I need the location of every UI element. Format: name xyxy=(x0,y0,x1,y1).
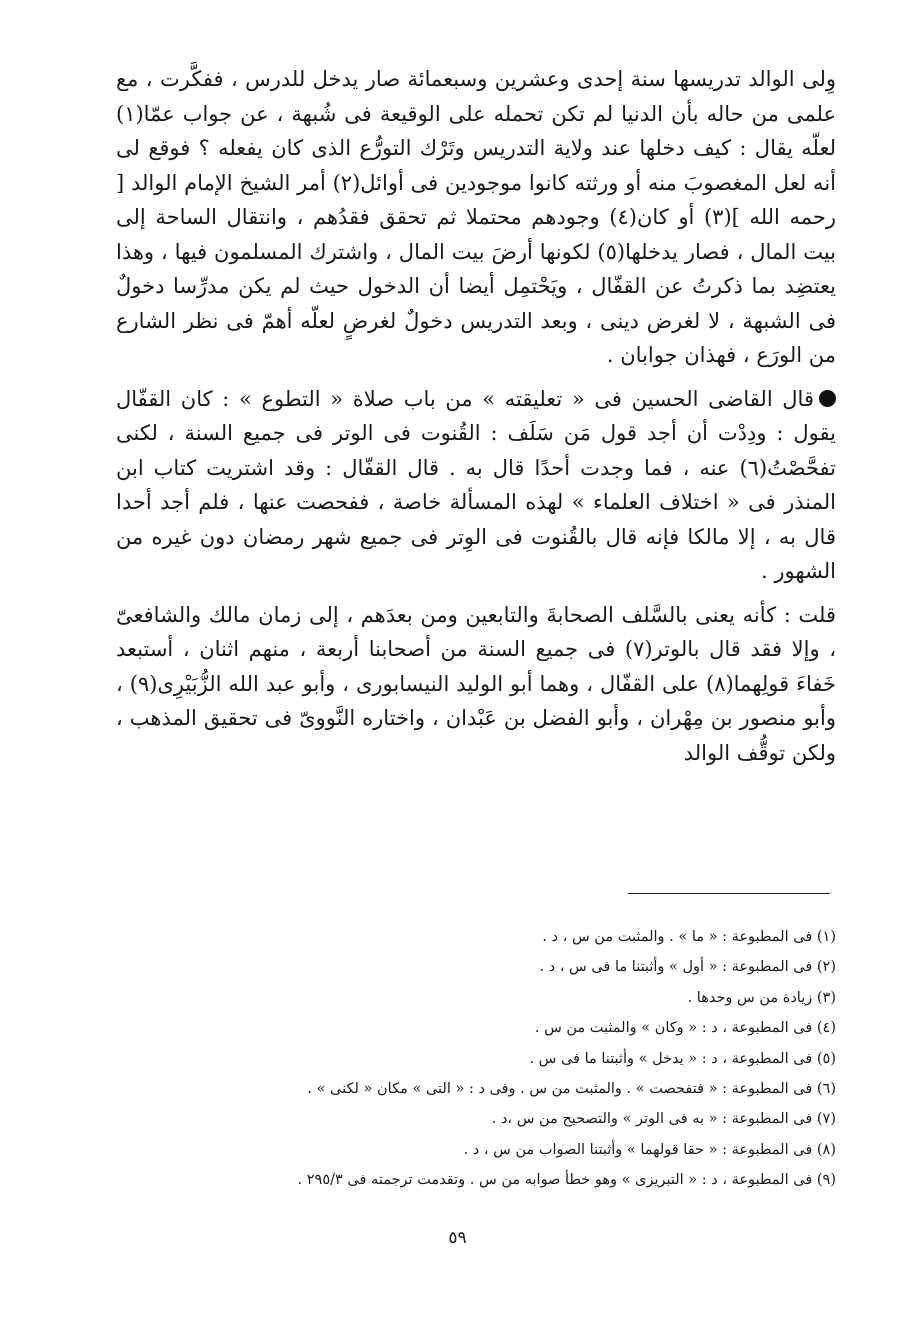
footnote-1: (١) فى المطبوعة : « ما » . والمثبت من س ، د . xyxy=(542,929,836,945)
footnote-8: (٨) فى المطبوعة : « حقا قولهما » وأثبتنا الصواب من س ، د . xyxy=(463,1141,836,1158)
paragraph-1: وِلى الوالد تدريسها سنة إحدى وعشرين وسبعمائة صار يدخل للدرس ، ففكَّرت ، مع علمى من حاله بأن الدنيا لم تكن تحمله على الوقيعة فى شُبهة ، عن جواب عمّا(١) لعلّه يقال : كيف دخلها عند ولاية التدريس وتَرْك التورُّع الذى كان يفعله ؟ فوقع لى أنه لعل المغصوبَ منه أو ورثته كانوا موجودين فى أوائل(٢) أمر الشيخ الإمام الوالد [ رحمه الله ](٣) أو كان(٤) وجودهم محتملا ثم تحقق فقدُهم ، وانتقال الساحة إلى بيت المال ، فصار يدخلها(٥) لكونها أرضَ بيت المال ، واشترك المسلمون فيها ، وهذا يعتضِد بما ذكرتُ عن القفّال ، ويَحْتمِل أيضا أن الدخول حيث لم يكن مدرِّسا دخولٌ فى الشبهة ، لا لغرض دينى ، وبعد التدريس دخولٌ لغرضٍ لعلّه أهمّ فى نظر الشارع من الورَع ، فهذان جوابان . xyxy=(116,67,837,367)
footnote-3: (٣) زيادة من س وحدها . xyxy=(687,989,836,1006)
footnote-separator xyxy=(628,893,830,894)
footnote-2: (٢) فى المطبوعة : « أول » وأثبتنا ما فى س ، د . xyxy=(539,959,836,976)
paragraph-2 xyxy=(116,382,836,589)
paragraph-2-text: قال القاضى الحسين فى « تعليقته » من باب صلاة « التطوع » : كان القفّال يقول : ودِدْت أن أجد قول مَن سَلَف : القُنوت فى الوتر فى جميع السنة ، لكنى تفحَّصْتُ(٦) عنه ، فما وجدت أحدًا قال به . قال القفّال : وقد اشتريت كتاب ابن المنذر فى « اختلاف العلماء » لهذه المسألة خاصة ، ففحصت عنها ، فلم أجد أحدا قال به ، إلا مالكا فإنه قال بالقُنوت فى الوِتر فى جميع شهر رمضان دون غيره من الشهور . xyxy=(116,386,836,583)
footnote-7: (٧) فى المطبوعة : « به فى الوتر » والتصحيح من س ،د . xyxy=(491,1111,836,1128)
bullet-icon xyxy=(819,390,836,407)
main-text xyxy=(116,62,836,770)
footnotes xyxy=(116,922,836,1196)
footnote-6: (٦) فى المطبوعة : « فتفحصت » . والمثبت من س . وفى د : « التى » مكان « لكنى » . xyxy=(307,1080,836,1097)
page-number: ٥٩ xyxy=(448,1228,467,1248)
footnote-4: (٤) فى المطبوعة ، د : « وكان » والمثبت من س . xyxy=(534,1020,836,1037)
footnote-5: (٥) فى المطبوعة ، د : « يدخل » وأثبتنا ما فى س . xyxy=(529,1050,836,1067)
paragraph-3: قلت : كأنه يعنى بالسَّلف الصحابةَ والتابعين ومن بعدَهم ، إلى زمان مالك والشافعىّ ، وإلا فقد قال بالوتر(٧) فى جميع السنة من أصحابنا أربعة ، منهم اثنان ، أستبعد خَفاءَ قولِهما(٨) على القفّال ، وهما أبو الوليد النيسابورى ، وأبو عبد الله الزُّبَيْرِى(٩) ، وأبو منصور بن مِهْران ، وأبو الفضل بن عَبْدان ، واختاره النَّووىّ فى تحقيق المذهب ، ولكن توقُّف الوالد xyxy=(116,602,836,765)
footnote-9: (٩) فى المطبوعة ، د : « التبريزى » وهو خطأ صوابه من س . وتقدمت ترجمته فى ٢٩٥/٣ . xyxy=(297,1172,836,1189)
